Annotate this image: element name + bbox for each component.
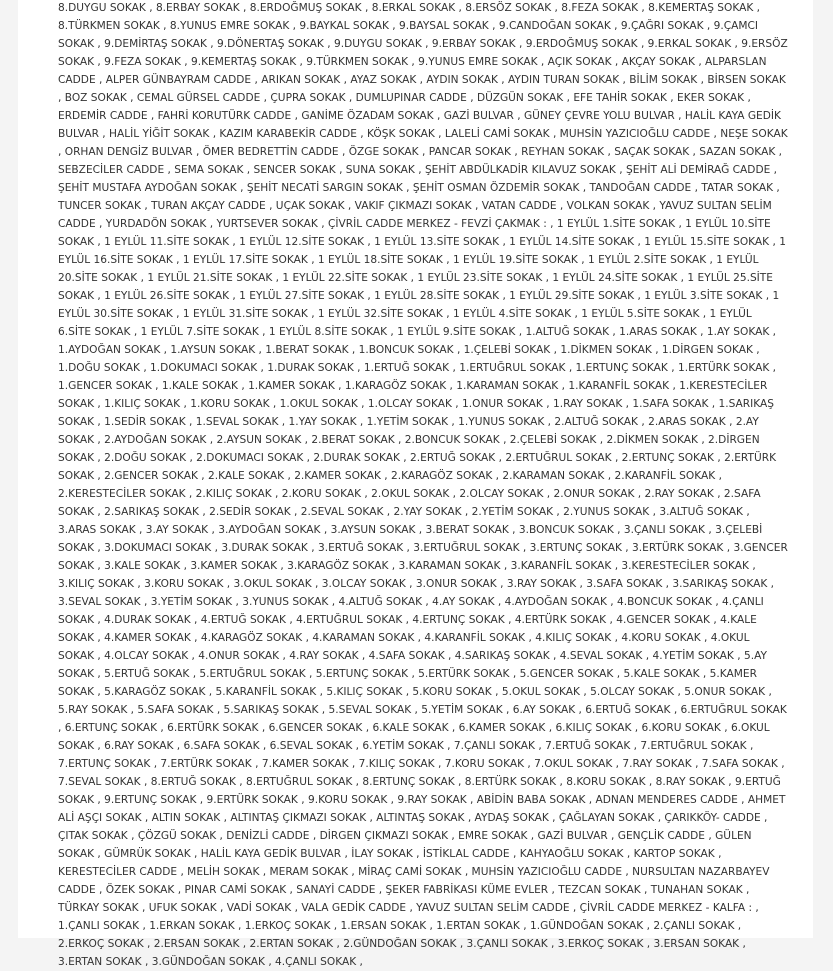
street-list-text: 8.DUYGU SOKAK , 8.ERBAY SOKAK , 8.ERDOĞMUŞ SOKAK , 8.ERKAL SOKAK , 8.ERSÖZ SOKAK , 8.FEZA SOKAK , 8.KEMERTAŞ SOKAK , 8.TÜRKMEN SOKAK , 8.YUNUS EMRE SOKAK , 9.BAYKAL SOKAK , 9.BAYSAL SOKAK , 9.CANDOĞAN SOKAK , 9.ÇAĞRI SOKAK , 9.ÇAMCI SOKAK , 9.DEMİRTAŞ SOKAK , 9.DÖNERTAŞ SOKAK , 9.DUYGU SOKAK , 9.ERBAY SOKAK , 9.ERDOĞMUŞ SOKAK , 9.ERKAL SOKAK , 9.ERSÖZ SOKAK , 9.FEZA SOKAK , 9.KEMERTAŞ SOKAK , 9.TÜRKMEN SOKAK , 9.YUNUS EMRE SOKAK , AÇIK SOKAK , AKÇAY SOKAK , ALPARSLAN CADDE , ALPER GÜNBAYRAM CADDE , ARIKAN SOKAK , AYAZ SOKAK , AYDIN SOKAK , AYDIN TURAN SOKAK , BİLİM SOKAK , BİRSEN SOKAK , BOZ SOKAK , CEMAL GÜRSEL CADDE , ÇUPRA SOKAK , DUMLUPINAR CADDE , DÜZGÜN SOKAK , EFE TAHİR SOKAK , EKER SOKAK , ERDEMİR CADDE , FAHRİ KORUTÜRK CADDE , GANİME ÖZADAM SOKAK , GAZİ BULVAR , GÜNEY ÇEVRE YOLU BULVAR , HALİL KAYA GEDİK BULVAR , HALİL YİĞİT SOKAK , KAZIM KARABEKİR CADDE , KÖŞK SOKAK , LALELİ CAMİ SOKAK , MUHSİN YAZICIOĞLU CADDE , NEŞE SOKAK , ORHAN DENGİZ BULVAR , ÖMER BEDRETTİN CADDE , ÖZGE SOKAK , PANCAR SOKAK , REYHAN SOKAK , SAÇAK SOKAK , SAZAN SOKAK , SEBZECİLER CADDE , SEMA SOKAK , SENCER SOKAK , SUNA SOKAK , ŞEHİT ABDÜLKADİR KILAVUZ SOKAK , ŞEHİT ALİ DEMİRAĞ CADDE , ŞEHİT MUSTAFA AYDOĞAN SOKAK , ŞEHİT NECATİ SARGIN SOKAK , ŞEHİT OSMAN ÖZDEMİR SOKAK , TANDOĞAN CADDE , TATAR SOKAK , TUNCER SOKAK , TURAN AKÇAY CADDE , UÇAK SOKAK , VAKIF ÇIKMAZI SOKAK , VATAN CADDE , VOLKAN SOKAK , YAVUZ SULTAN SELİM CADDE , YURDADÖN SOKAK , YURTSEVER SOKAK , ÇİVRİL CADDE MERKEZ - FEVZİ ÇAKMAK : , 1 EYLÜL 1.SİTE SOKAK , 1 EYLÜL 10.SİTE SOKAK , 1 EYLÜL 11.SİTE SOKAK , 1 EYLÜL 12.SİTE SOKAK , 1 EYLÜL 13.SİTE SOKAK , 1 EYLÜL 14.SİTE SOKAK , 1 EYLÜL 15.SİTE SOKAK , 1 EYLÜL 16.SİTE SOKAK , 1 EYLÜL 17.SİTE SOKAK , 1 EYLÜL 18.SİTE SOKAK , 1 EYLÜL 19.SİTE SOKAK , 1 EYLÜL 2.SİTE SOKAK , 1 EYLÜL 20.SİTE SOKAK , 1 EYLÜL 21.SİTE SOKAK , 1 EYLÜL 22.SİTE SOKAK , 1 EYLÜL 23.SİTE SOKAK , 1 EYLÜL 24.SİTE SOKAK , 1 EYLÜL 25.SİTE SOKAK , 1 EYLÜL 26.SİTE SOKAK , 1 EYLÜL 27.SİTE SOKAK , 1 EYLÜL 28.SİTE SOKAK , 1 EYLÜL 29.SİTE SOKAK , 1 EYLÜL 3.SİTE SOKAK , 1 EYLÜL 30.SİTE SOKAK , 1 EYLÜL 31.SİTE SOKAK , 1 EYLÜL 32.SİTE SOKAK , 1 EYLÜL 4.SİTE SOKAK , 1 EYLÜL 5.SİTE SOKAK , 1 EYLÜL 6.SİTE SOKAK , 1 EYLÜL 7.SİTE SOKAK , 1 EYLÜL 8.SİTE SOKAK , 1 EYLÜL 9.SİTE SOKAK , 1.ALTUĞ SOKAK , 1.ARAS SOKAK , 1.AY SOKAK , 1.AYDOĞAN SOKAK , 1.AYSUN SOKAK , 1.BERAT SOKAK , 1.BONCUK SOKAK , 1.ÇELEBİ SOKAK , 1.DİKMEN SOKAK , 1.DİRGEN SOKAK , 1.DOĞU SOKAK , 1.DOKUMACI SOKAK , 1.DURAK SOKAK , 1.ERTUĞ SOKAK , 1.ERTUĞRUL SOKAK , 1.ERTUNÇ SOKAK , 1.ERTÜRK SOKAK , 1.GENCER SOKAK , 1.KALE SOKAK , 1.KAMER SOKAK , 1.KARAGÖZ SOKAK , 1.KARAMAN SOKAK , 1.KARANFİL SOKAK , 1.KERESTECİLER SOKAK , 1.KILIÇ SOKAK , 1.KORU SOKAK , 1.OKUL SOKAK , 1.OLCAY SOKAK , 1.ONUR SOKAK , 1.RAY SOKAK , 1.SAFA SOKAK , 1.SARIKAŞ SOKAK , 1.SEDİR SOKAK , 1.SEVAL SOKAK , 1.YAY SOKAK , 1.YETİM SOKAK , 1.YUNUS SOKAK , 2.ALTUĞ SOKAK , 2.ARAS SOKAK , 2.AY SOKAK , 2.AYDOĞAN SOKAK , 2.AYSUN SOKAK , 2.BERAT SOKAK , 2.BONCUK SOKAK , 2.ÇELEBİ SOKAK , 2.DİKMEN SOKAK , 2.DİRGEN SOKAK , 2.DOĞU SOKAK , 2.DOKUMACI SOKAK , 2.DURAK SOKAK , 2.ERTUĞ SOKAK , 2.ERTUĞRUL SOKAK , 2.ERTUNÇ SOKAK , 2.ERTÜRK SOKAK , 2.GENCER SOKAK , 2.KALE SOKAK , 2.KAMER SOKAK , 2.KARAGÖZ SOKAK , 2.KARAMAN SOKAK , 2.KARANFİL SOKAK , 2.KERESTECİLER SOKAK , 2.KILIÇ SOKAK , 2.KORU SOKAK , 2.OKUL SOKAK , 2.OLCAY SOKAK , 2.ONUR SOKAK , 2.RAY SOKAK , 2.SAFA SOKAK , 2.SARIKAŞ SOKAK , 2.SEDİR SOKAK , 2.SEVAL SOKAK , 2.YAY SOKAK , 2.YETİM SOKAK , 2.YUNUS SOKAK , 3.ALTUĞ SOKAK , 3.ARAS SOKAK , 3.AY SOKAK , 3.AYDOĞAN SOKAK , 3.AYSUN SOKAK , 3.BERAT SOKAK , 3.BONCUK SOKAK , 3.ÇANLI SOKAK , 3.ÇELEBİ SOKAK , 3.DOKUMACI SOKAK , 3.DURAK SOKAK , 3.ERTUĞ SOKAK , 3.ERTUĞRUL SOKAK , 3.ERTUNÇ SOKAK , 3.ERTÜRK SOKAK , 3.GENCER SOKAK , 3.KALE SOKAK , 3.KAMER SOKAK , 3.KARAGÖZ SOKAK , 3.KARAMAN SOKAK , 3.KARANFİL SOKAK , 3.KERESTECİLER SOKAK , 3.KILIÇ SOKAK , 3.KORU SOKAK , 3.OKUL SOKAK , 3.OLCAY SOKAK , 3.ONUR SOKAK , 3.RAY SOKAK , 3.SAFA SOKAK , 3.SARIKAŞ SOKAK , 3.SEVAL SOKAK , 3.YETİM SOKAK , 3.YUNUS SOKAK , 4.ALTUĞ SOKAK , 4.AY SOKAK , 4.AYDOĞAN SOKAK , 4.BONCUK SOKAK , 4.ÇANLI SOKAK , 4.DURAK SOKAK , 4.ERTUĞ SOKAK , 4.ERTUĞRUL SOKAK , 4.ERTUNÇ SOKAK , 4.ERTÜRK SOKAK , 4.GENCER SOKAK , 4.KALE SOKAK , 4.KAMER SOKAK , 4.KARAGÖZ SOKAK , 4.KARAMAN SOKAK , 4.KARANFİL SOKAK , 4.KILIÇ SOKAK , 4.KORU SOKAK , 4.OKUL SOKAK , 4.OLCAY SOKAK , 4.ONUR SOKAK , 4.RAY SOKAK , 4.SAFA SOKAK , 4.SARIKAŞ SOKAK , 4.SEVAL SOKAK , 4.YETİM SOKAK , 5.AY SOKAK , 5.ERTUĞ SOKAK , 5.ERTUĞRUL SOKAK , 5.ERTUNÇ SOKAK , 5.ERTÜRK SOKAK , 5.GENCER SOKAK , 5.KALE SOKAK , 5.KAMER SOKAK , 5.KARAGÖZ SOKAK , 5.KARANFİL SOKAK , 5.KILIÇ SOKAK , 5.KORU SOKAK , 5.OKUL SOKAK , 5.OLCAY SOKAK , 5.ONUR SOKAK , 5.RAY SOKAK , 5.SAFA SOKAK , 5.SARIKAŞ SOKAK , 5.SEVAL SOKAK , 5.YETİM SOKAK , 6.AY SOKAK , 6.ERTUĞ SOKAK , 6.ERTUĞRUL SOKAK , 6.ERTUNÇ SOKAK , 6.ERTÜRK SOKAK , 6.GENCER SOKAK , 6.KALE SOKAK , 6.KAMER SOKAK , 6.KILIÇ SOKAK , 6.KORU SOKAK , 6.OKUL SOKAK , 6.RAY SOKAK , 6.SAFA SOKAK , 6.SEVAL SOKAK , 6.YETİM SOKAK , 7.ÇANLI SOKAK , 7.ERTUĞ SOKAK , 7.ERTUĞRUL SOKAK , 7.ERTUNÇ SOKAK , 7.ERTÜRK SOKAK , 7.KAMER SOKAK , 7.KILIÇ SOKAK , 7.KORU SOKAK , 7.OKUL SOKAK , 7.RAY SOKAK , 7.SAFA SOKAK , 7.SEVAL SOKAK , 8.ERTUĞ SOKAK , 8.ERTUĞRUL SOKAK , 8.ERTUNÇ SOKAK , 8.ERTÜRK SOKAK , 8.KORU SOKAK , 8.RAY SOKAK , 9.ERTUĞ SOKAK , 9.ERTUNÇ SOKAK , 9.ERTÜRK SOKAK , 9.KORU SOKAK , 9.RAY SOKAK , ABİDİN BABA SOKAK , ADNAN MENDERES CADDE , AHMET ALİ AŞÇI SOKAK , ALTIN SOKAK , ALTINTAŞ ÇIKMAZI SOKAK , ALTINTAŞ SOKAK , AYDAŞ SOKAK , ÇAĞLAYAN SOKAK , ÇARIKKÖY- CADDE , ÇITAK SOKAK , ÇÖZGÜ SOKAK , DENİZLİ CADDE , DİRGEN ÇIKMAZI SOKAK , EMRE SOKAK , GAZİ BULVAR , GENÇLİK CADDE , GÜLEN SOKAK , GÜMRÜK SOKAK , HALİL KAYA GEDİK BULVAR , İLAY SOKAK , İSTİKLAL CADDE , KAHYAOĞLU SOKAK , KARTOP SOKAK , KERESTECİLER CADDE , MELİH SOKAK , MERAM SOKAK , MİRAÇ CAMİ SOKAK , MUHSİN YAZICIOĞLU CADDE , NURSULTAN NAZARBAYEV CADDE , ÖZEK SOKAK , PINAR CAMİ SOKAK , SANAYİ CADDE , ŞEKER FABRİKASI KÜME EVLER , TEZCAN SOKAK , TUNAHAN SOKAK , TÜRKAY SOKAK , UFUK SOKAK , VADİ SOKAK , VALA GEDİK CADDE , YAVUZ SULTAN SELİM CADDE , ÇİVRİL CADDE MERKEZ - KALFA : , 1.ÇANLI SOKAK , 1.ERKAN SOKAK , 1.ERKOÇ SOKAK , 1.ERSAN SOKAK , 1.ERTAN SOKAK , 1.GÜNDOĞAN SOKAK , 2.ÇANLI SOKAK , 2.ERKOÇ SOKAK , 2.ERSAN SOKAK , 2.ERTAN SOKAK , 2.GÜNDOĞAN SOKAK , 3.ÇANLI SOKAK , 3.ERKOÇ SOKAK , 3.ERSAN SOKAK , 3.ERTAN SOKAK , 3.GÜNDOĞAN SOKAK , 4.ÇANLI SOKAK , (58, 2, 788, 968)
document-page (18, 0, 813, 968)
